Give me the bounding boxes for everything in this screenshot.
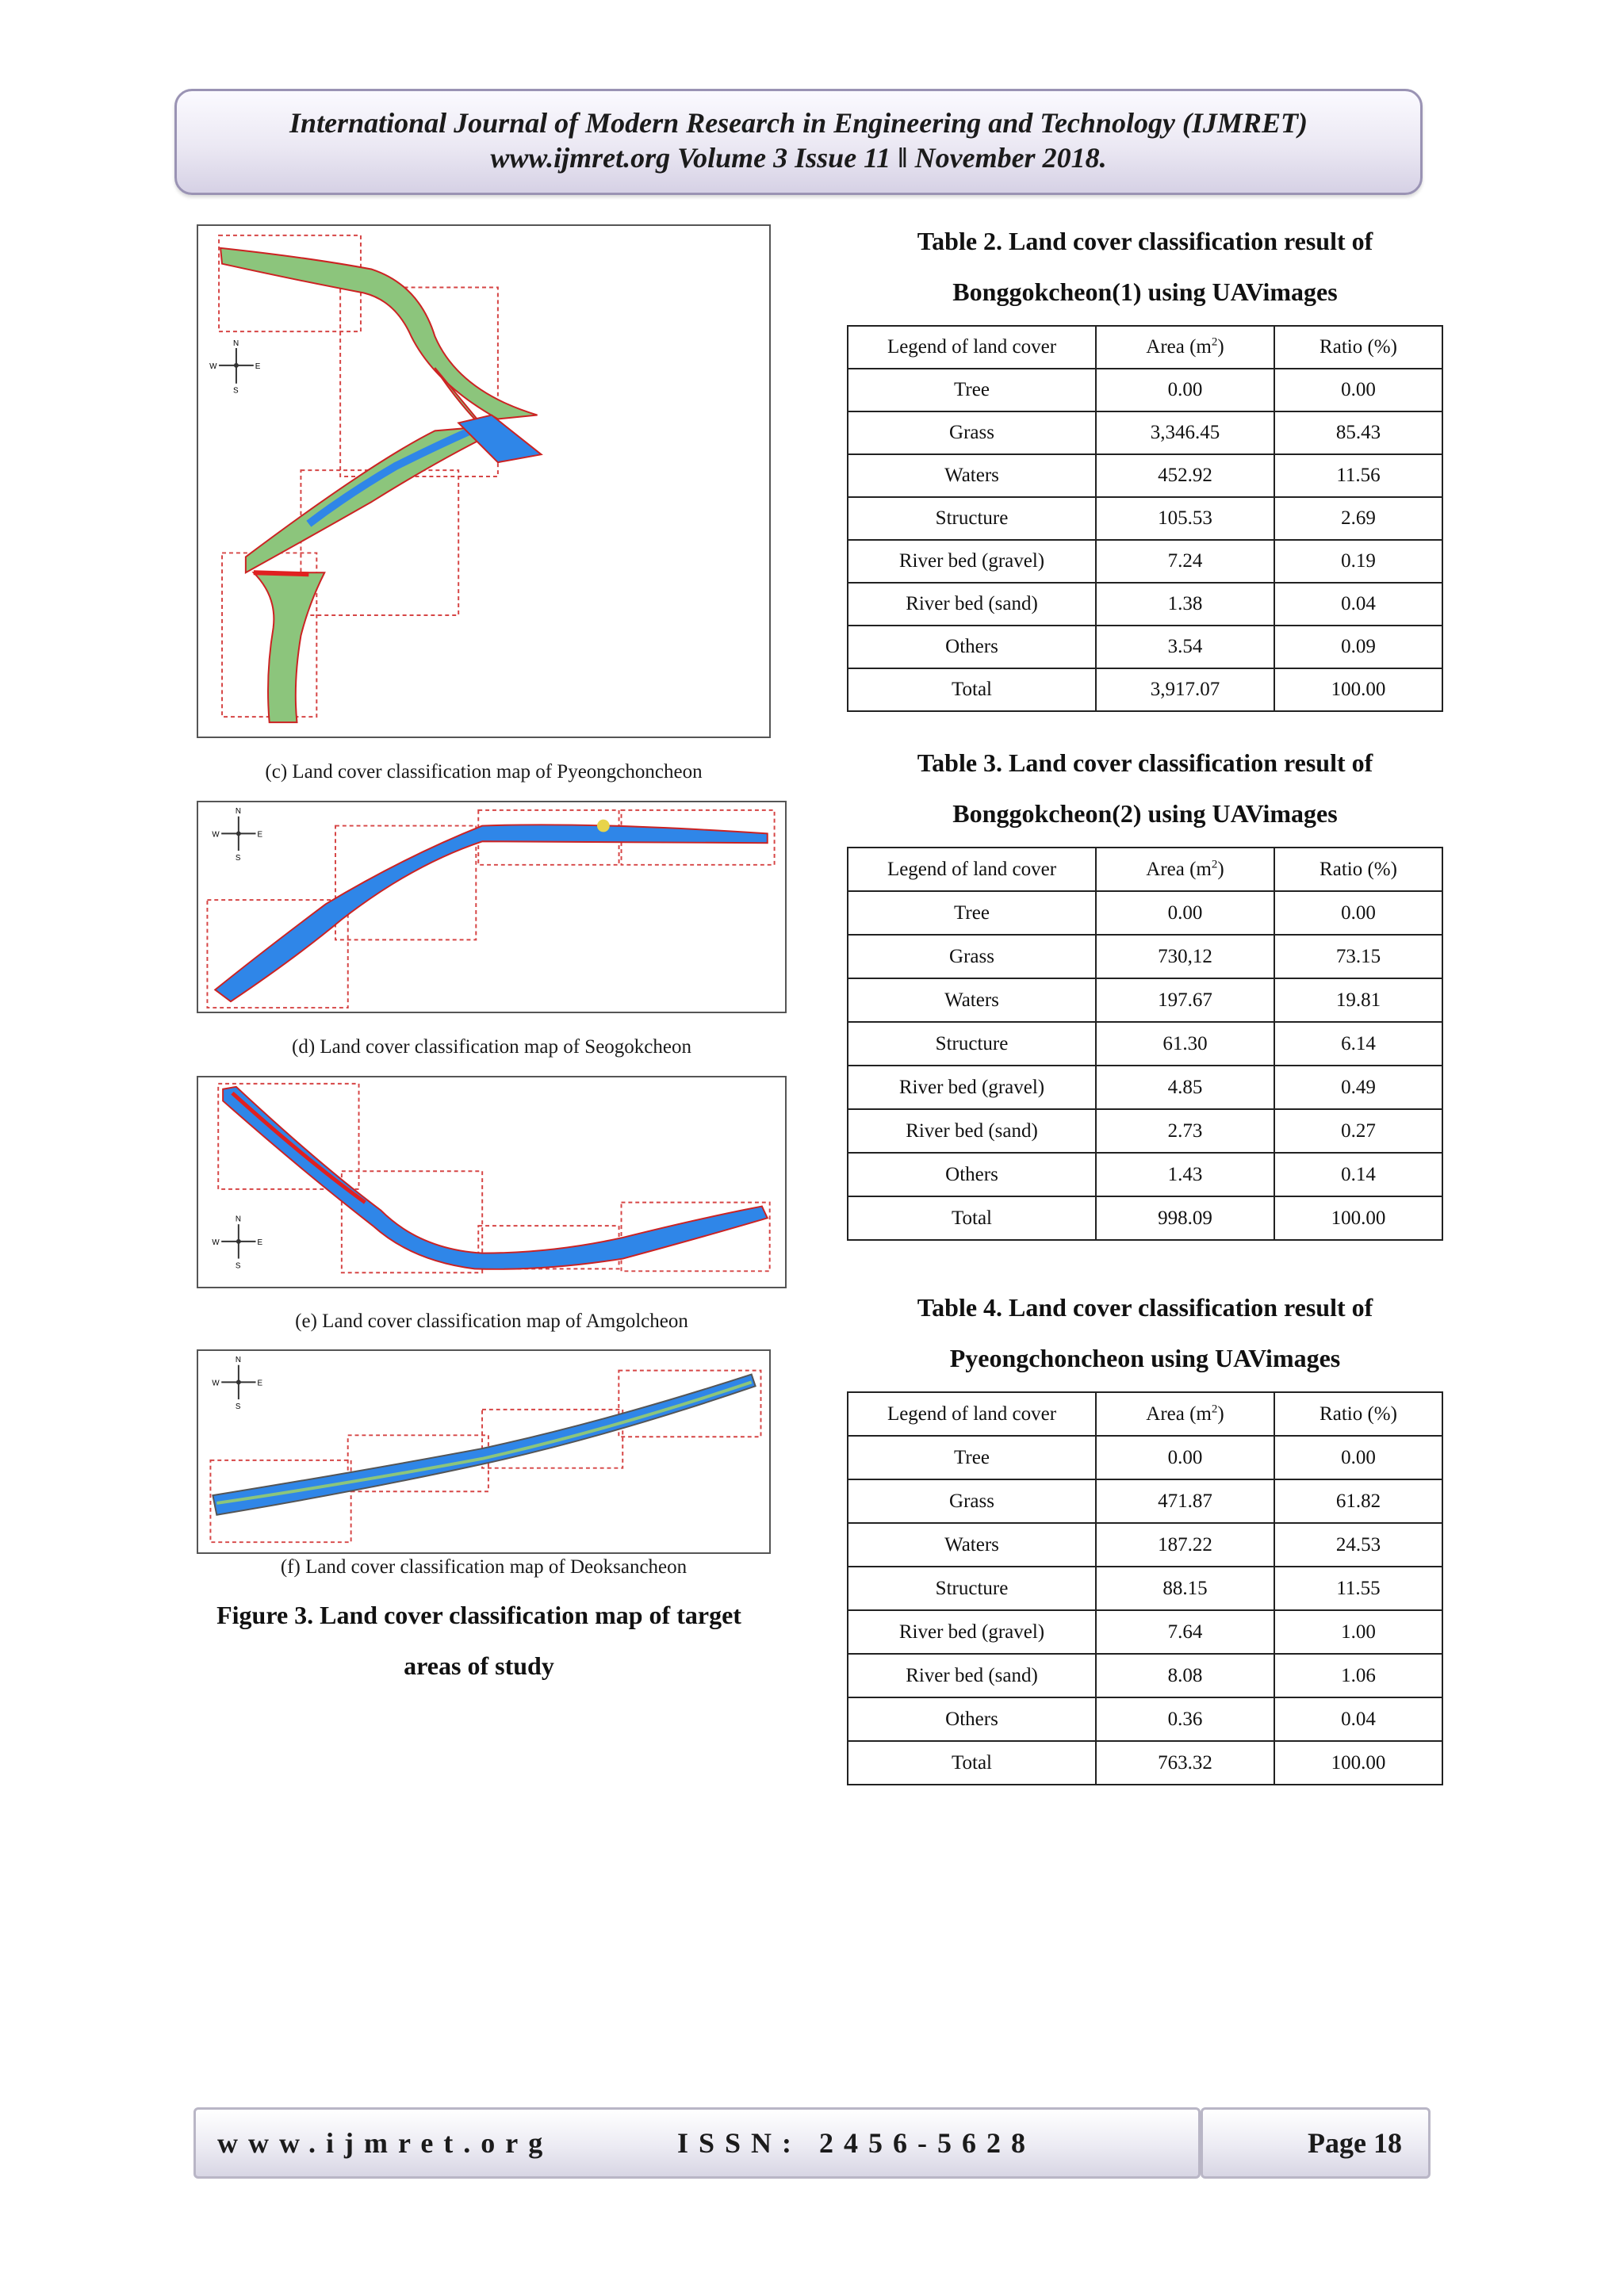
- svg-text:E: E: [257, 830, 263, 840]
- table-row: Grass 730,12 73.15: [848, 935, 1442, 978]
- svg-text:S: S: [235, 1261, 241, 1271]
- table-row: Structure 105.53 2.69: [848, 497, 1442, 540]
- compass-f: [212, 1356, 262, 1411]
- table-row: Others 0.36 0.04: [848, 1697, 1442, 1741]
- compass-c: [209, 339, 261, 396]
- col-ratio: Ratio (%): [1274, 1392, 1442, 1436]
- table4-title-line2: Pyeongchoncheon using UAVimages: [949, 1344, 1341, 1372]
- structure-d: [597, 820, 610, 832]
- map-amgolcheon: [197, 1076, 787, 1288]
- map-e-grid: [218, 1084, 769, 1272]
- map-seogokcheon: [197, 801, 787, 1013]
- table-header-row: [848, 1392, 1442, 1436]
- map-deoksancheon: [197, 1349, 771, 1554]
- col-legend: Legend of land cover: [848, 848, 1096, 891]
- table2-title: [847, 216, 1443, 317]
- compass-d: [212, 807, 262, 863]
- table-row: River bed (sand) 8.08 1.06: [848, 1654, 1442, 1697]
- structure-c: [254, 572, 309, 574]
- page-footer: [193, 2107, 1431, 2179]
- journal-header: [174, 89, 1423, 195]
- table2: [847, 325, 1443, 712]
- footer-url: www.ijmret.org: [217, 2127, 553, 2159]
- caption-c: (c) Land cover classification map of Pyeongchoncheon: [265, 761, 703, 783]
- table-row: River bed (sand) 1.38 0.04: [848, 583, 1442, 626]
- table-row: Total 763.32 100.00: [848, 1741, 1442, 1785]
- figure-title-line1: Figure 3. Land cover classification map of target: [216, 1601, 741, 1629]
- table4-title-line1: Table 4. Land cover classification result of: [917, 1293, 1373, 1322]
- table3-title-line2: Bonggokcheon(2) using UAVimages: [952, 799, 1338, 828]
- table-row: Structure 61.30 6.14: [848, 1022, 1442, 1066]
- river-d: [215, 825, 767, 1001]
- caption-f: (f) Land cover classification map of Deoksancheon: [280, 1556, 688, 1578]
- table-row: Tree 0.00 0.00: [848, 891, 1442, 935]
- svg-text:W: W: [209, 362, 217, 371]
- col-ratio: Ratio (%): [1274, 848, 1442, 891]
- table-header-row: [848, 326, 1442, 369]
- table-row: River bed (gravel) 4.85 0.49: [848, 1066, 1442, 1109]
- table2-title-line1: Table 2. Land cover classification result of: [917, 227, 1373, 255]
- figure-title: [182, 1590, 776, 1691]
- river-c-upper: [220, 248, 538, 419]
- table-row: Tree 0.00 0.00: [848, 369, 1442, 411]
- table2-title-line2: Bonggokcheon(1) using UAVimages: [952, 277, 1338, 306]
- svg-text:S: S: [235, 1402, 241, 1411]
- col-area: Area $(m^2)$: [1096, 326, 1274, 369]
- table-row: Waters 187.22 24.53: [848, 1523, 1442, 1567]
- river-f: [213, 1375, 755, 1515]
- svg-text:E: E: [257, 1379, 263, 1388]
- table4-title: [847, 1282, 1443, 1383]
- caption-d: (d) Land cover classification map of Seogokcheon: [292, 1036, 691, 1058]
- table-header-row: [848, 848, 1442, 891]
- table-row: Others 1.43 0.14: [848, 1153, 1442, 1196]
- table-row: Waters 197.67 19.81: [848, 978, 1442, 1022]
- table-row: Waters 452.92 11.56: [848, 454, 1442, 497]
- svg-text:N: N: [235, 1355, 242, 1364]
- journal-issue: www.ijmret.org Volume 3 Issue 11 ǁ November 2018.: [490, 142, 1107, 174]
- journal-title: International Journal of Modern Research in Engineering and Technology (IJMRET): [289, 107, 1308, 139]
- map-e-graphic: [198, 1077, 785, 1287]
- page-number: Page 18: [1308, 2127, 1402, 2159]
- svg-text:S: S: [235, 853, 241, 863]
- table-row: Total 998.09 100.00: [848, 1196, 1442, 1240]
- table-row: Others 3.54 0.09: [848, 626, 1442, 668]
- col-ratio: Ratio (%): [1274, 326, 1442, 369]
- col-legend: Legend of land cover: [848, 1392, 1096, 1436]
- caption-e: (e) Land cover classification map of Amgolcheon: [295, 1311, 688, 1332]
- map-d-graphic: [198, 802, 785, 1012]
- map-f-graphic: [198, 1351, 769, 1552]
- svg-text:N: N: [235, 806, 242, 816]
- col-area: Area $(m^2)$: [1096, 1392, 1274, 1436]
- svg-text:E: E: [255, 362, 261, 371]
- table-row: Structure 88.15 11.55: [848, 1567, 1442, 1610]
- table3-title-line1: Table 3. Land cover classification result of: [917, 748, 1373, 777]
- svg-text:E: E: [257, 1238, 263, 1247]
- svg-text:N: N: [232, 339, 239, 349]
- table-row: River bed (gravel) 7.24 0.19: [848, 540, 1442, 583]
- svg-text:W: W: [212, 830, 220, 840]
- table-row: Total 3,917.07 100.00: [848, 668, 1442, 711]
- table-row: River bed (sand) 2.73 0.27: [848, 1109, 1442, 1153]
- compass-e: [212, 1215, 262, 1270]
- table-row: River bed (gravel) 7.64 1.00: [848, 1610, 1442, 1654]
- figure-title-line2: areas of study: [404, 1651, 554, 1680]
- col-area: Area $(m^2)$: [1096, 848, 1274, 891]
- map-pyeongchoncheon: [197, 224, 771, 738]
- river-e: [223, 1087, 768, 1269]
- table3-title: [847, 737, 1443, 839]
- map-c-graphic: [198, 226, 769, 737]
- col-legend: Legend of land cover: [848, 326, 1096, 369]
- river-c-south: [254, 572, 324, 722]
- table4: [847, 1391, 1443, 1785]
- table-row: Grass 471.87 61.82: [848, 1479, 1442, 1523]
- svg-text:W: W: [212, 1238, 220, 1247]
- svg-text:S: S: [232, 386, 239, 396]
- table-row: Tree 0.00 0.00: [848, 1436, 1442, 1479]
- table-row: Grass 3,346.45 85.43: [848, 411, 1442, 454]
- svg-text:W: W: [212, 1379, 220, 1388]
- footer-issn: ISSN: 2456-5628: [677, 2127, 1036, 2159]
- table3: [847, 847, 1443, 1241]
- svg-text:N: N: [235, 1215, 242, 1224]
